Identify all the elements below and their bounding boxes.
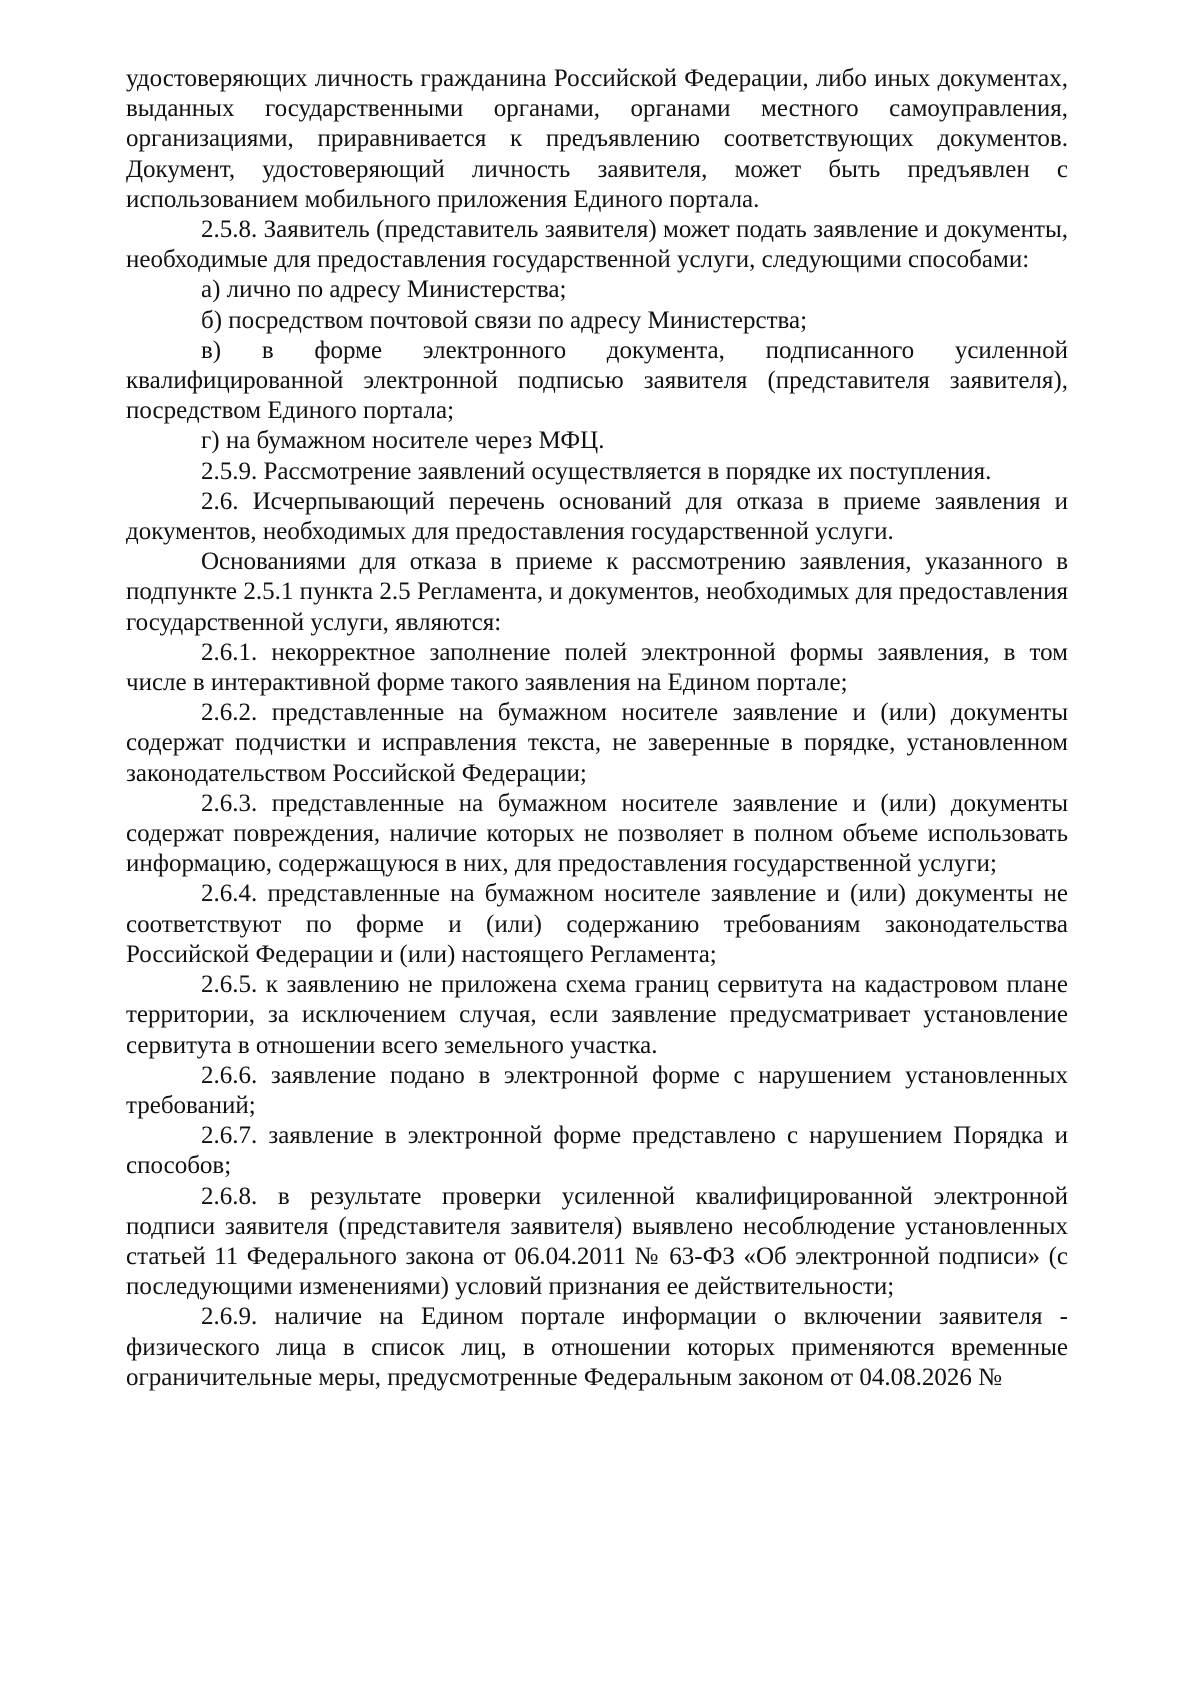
- paragraph-2-6-1: 2.6.1. некорректное заполнение полей электронной формы заявления, в том числе в интерактивной форме такого заявления на Едином портале;: [126, 638, 1068, 697]
- paragraph-2-6-5: 2.6.5. к заявлению не приложена схема границ сервитута на кадастровом плане территории, за исключением случая, если заявление предусматривает установление сервитута в отношении всего земельного участка.: [126, 971, 1068, 1059]
- paragraph-2-6-8: 2.6.8. в результате проверки усиленной квалифицированной электронной подписи заявителя (представителя заявителя) выявлено несоблюдение установленных статьей 11 Федерального закона от 06.04.2011 № 63-ФЗ «Об электронной подписи» (с последующими изменениями) условий признания ее действительности;: [126, 1182, 1068, 1301]
- document-page: [126, 64, 1068, 1393]
- paragraph-2-5-8: 2.5.8. Заявитель (представитель заявителя) может подать заявление и документы, необходимые для предоставления государственной услуги, следующими способами:: [126, 216, 1068, 274]
- paragraph-2-6-4: 2.6.4. представленные на бумажном носителе заявление и (или) документы не соответствуют по форме и (или) содержанию требованиям законодательства Российской Федерации и (или) настоящего Регламента;: [126, 880, 1068, 968]
- paragraph-2-5-9: 2.5.9. Рассмотрение заявлений осуществляется в порядке их поступления.: [201, 457, 992, 485]
- paragraph-2-6-9: 2.6.9. наличие на Едином портале информации о включении заявителя - физического лица в список лиц, в отношении которых применяются временные ограничительные меры, предусмотренные Федеральным законом от 04.08.2026 №: [126, 1303, 1068, 1391]
- paragraph-2-6-3: 2.6.3. представленные на бумажном носителе заявление и (или) документы содержат повреждения, наличие которых не позволяет в полном объеме использовать информацию, содержащуюся в них, для предоставления государственной услуги;: [126, 789, 1068, 878]
- paragraph-2-6: 2.6. Исчерпывающий перечень оснований для отказа в приеме заявления и документов, необходимых для предоставления государственной услуги.: [126, 487, 1068, 546]
- paragraph-continuation: удостоверяющих личность гражданина Российской Федерации, либо иных документах, выданных государственными органами, органами местного самоуправления, организациями, приравнивается к предъявлению соответствующих документов. Документ, удостоверяющий личность заявителя, может быть предъявлен с использованием мобильного приложения Единого портала.: [126, 65, 1068, 213]
- paragraph-2-6-2: 2.6.2. представленные на бумажном носителе заявление и (или) документы содержат подчистки и исправления текста, не заверенные в порядке, установленном законодательством Российской Федерации;: [126, 699, 1068, 787]
- paragraph-2-6-7: 2.6.7. заявление в электронной форме представлено с нарушением Порядка и способов;: [126, 1122, 1068, 1180]
- list-item-a: а) лично по адресу Министерства;: [201, 276, 567, 304]
- list-item-g: г) на бумажном носителе через МФЦ.: [201, 427, 605, 455]
- list-item-v: в) в форме электронного документа, подписанного усиленной квалифицированной электронной подписью заявителя (представителя заявителя), посредством Единого портала;: [126, 336, 1068, 425]
- paragraph-2-6-6: 2.6.6. заявление подано в электронной форме с нарушением установленных требований;: [126, 1061, 1068, 1119]
- paragraph-grounds: Основаниями для отказа в приеме к рассмотрению заявления, указанного в подпункте 2.5.1 пункта 2.5 Регламента, и документов, необходимых для предоставления государственной услуги, являются:: [126, 548, 1068, 636]
- list-item-b: б) посредством почтовой связи по адресу Министерства;: [201, 306, 808, 334]
